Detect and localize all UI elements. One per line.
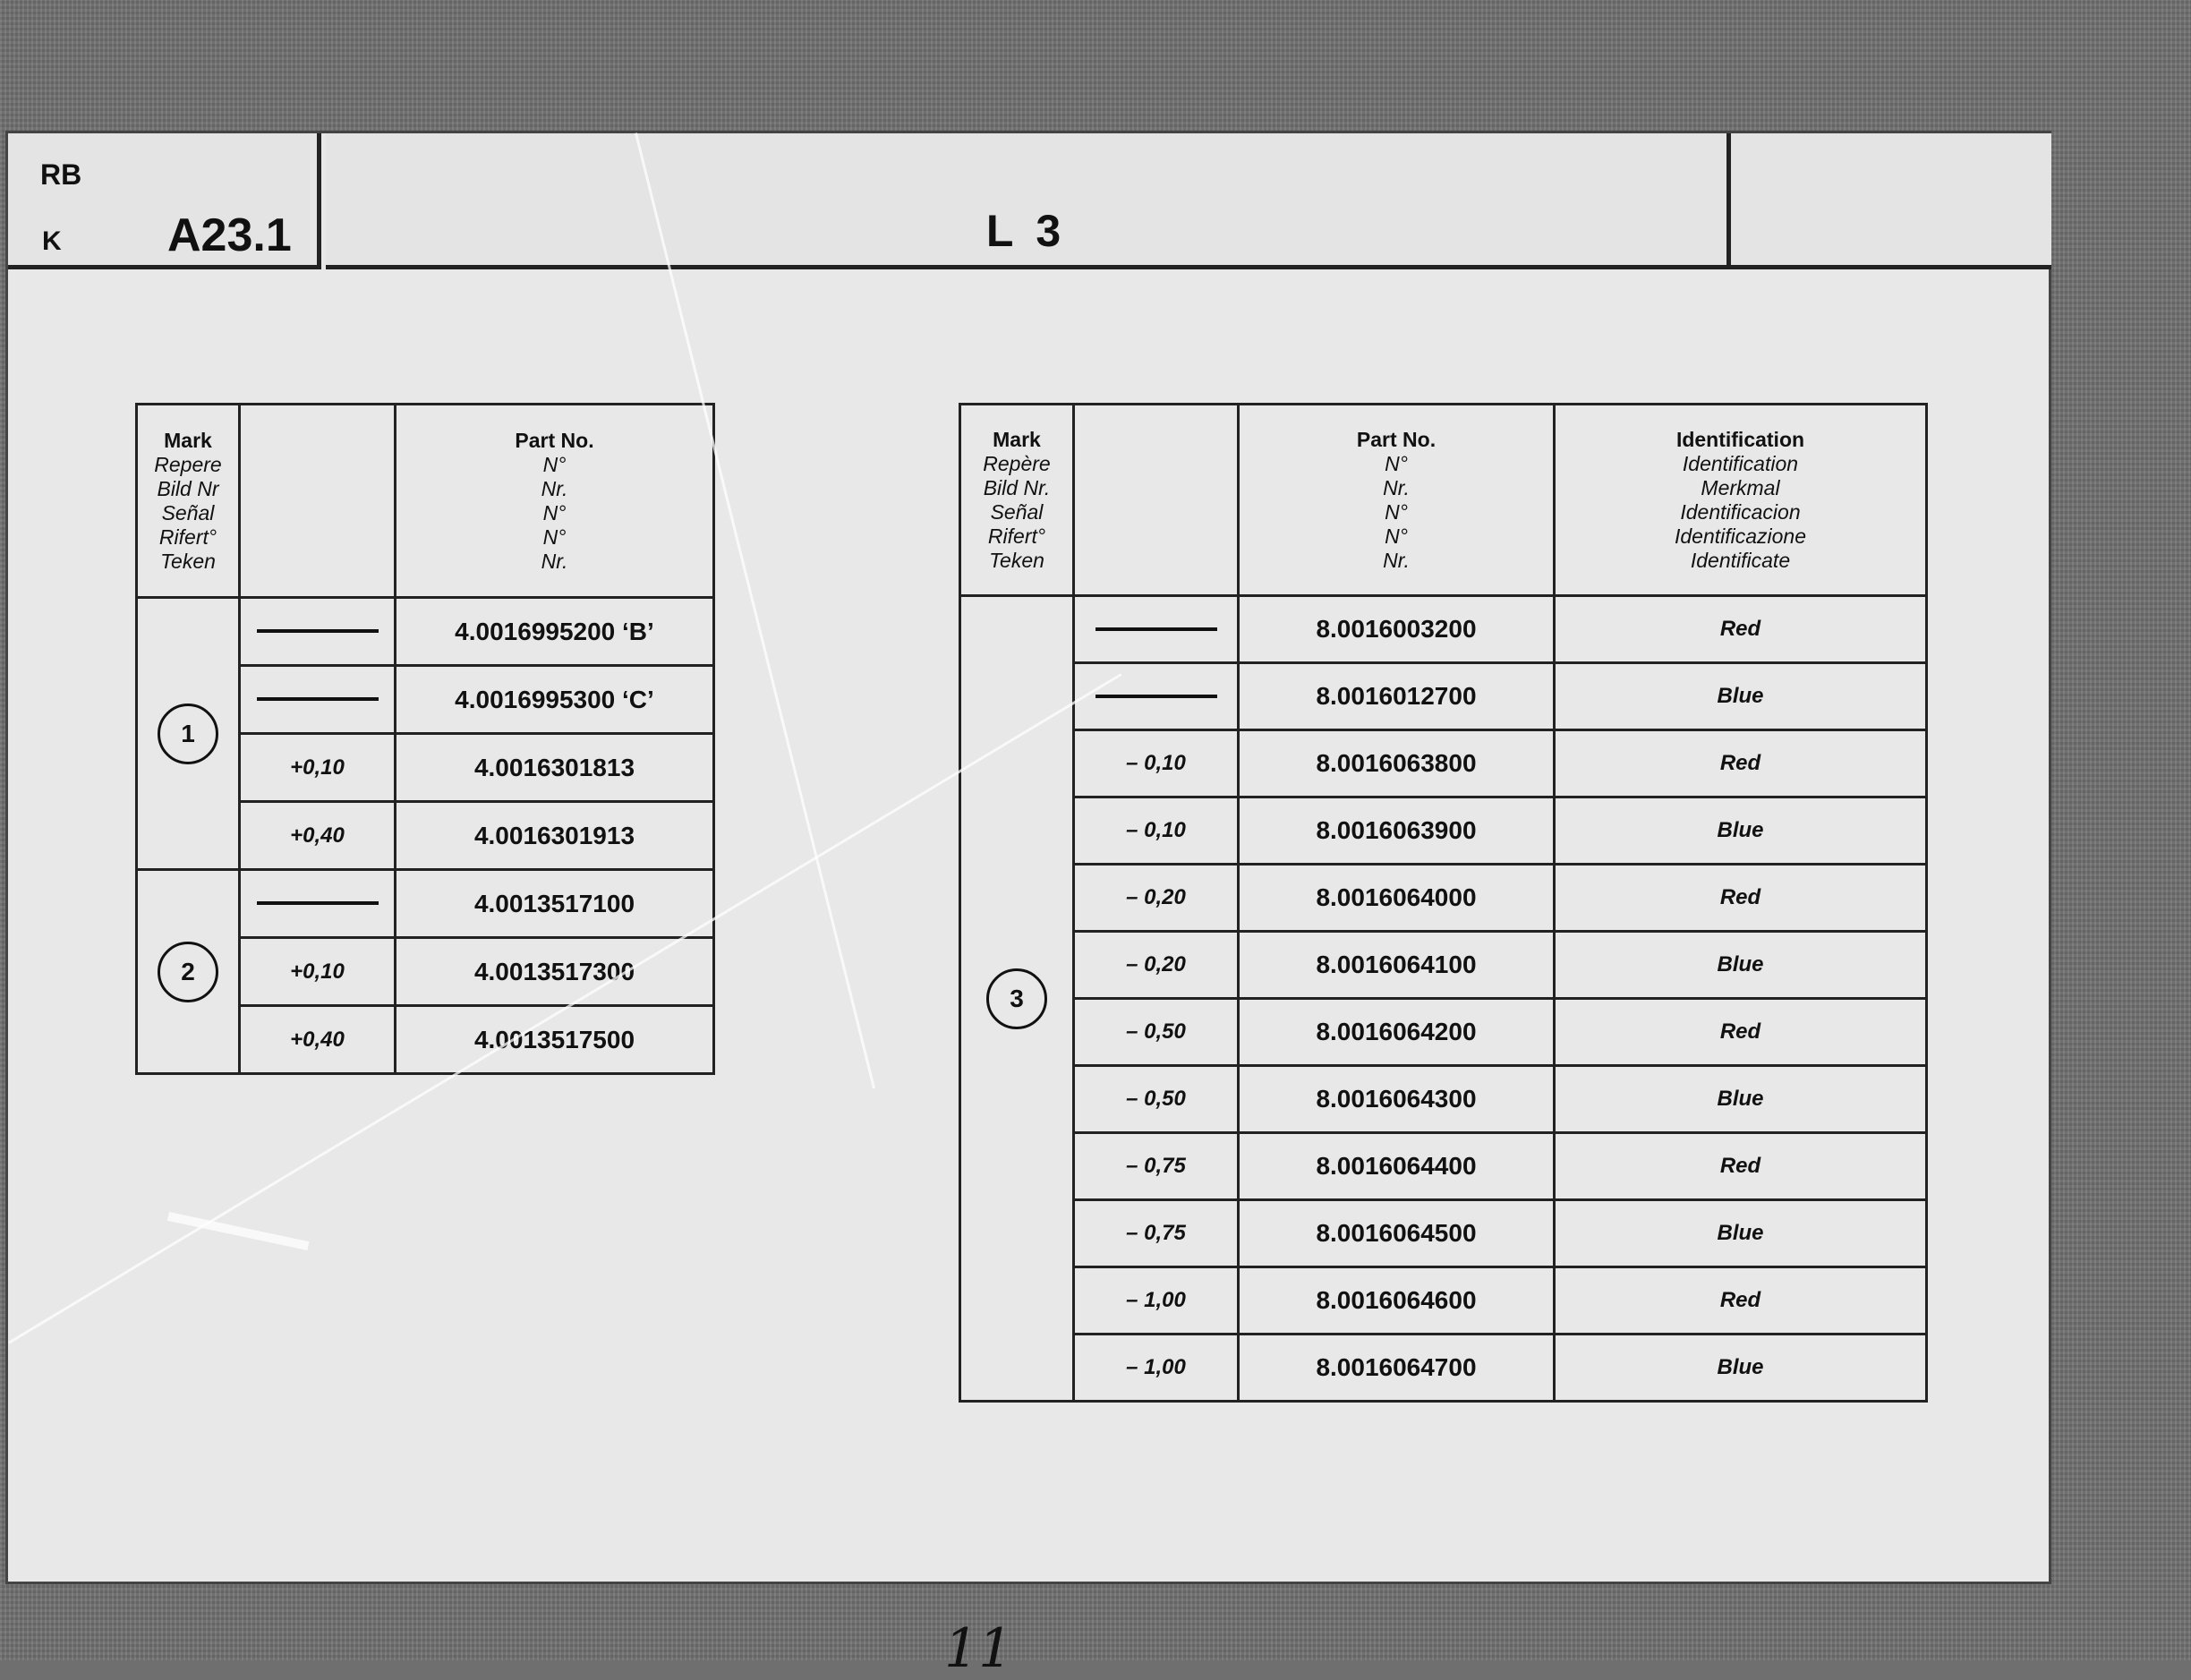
table-header-row bbox=[960, 405, 1927, 596]
table-row bbox=[960, 797, 1927, 865]
part-number: 4.0013517100 bbox=[396, 870, 714, 938]
adjust-value: +0,10 bbox=[240, 734, 396, 802]
part-number: 8.0016064600 bbox=[1239, 1267, 1555, 1335]
adjust-value: – 0,50 bbox=[1074, 999, 1239, 1066]
dash-line bbox=[257, 901, 379, 905]
table-row bbox=[960, 663, 1927, 730]
identification-color: Blue bbox=[1555, 1066, 1927, 1133]
adjust-value: – 0,10 bbox=[1074, 797, 1239, 865]
part-number: 8.0016064200 bbox=[1239, 999, 1555, 1066]
part-number: 4.0016301913 bbox=[396, 802, 714, 870]
adjust-value: – 0,10 bbox=[1074, 730, 1239, 797]
mark-circle: 2 bbox=[158, 942, 218, 1002]
mark-cell bbox=[137, 598, 240, 870]
part-number: 8.0016003200 bbox=[1239, 596, 1555, 663]
identification-color: Red bbox=[1555, 1133, 1927, 1200]
identification-header: Identification Identification Merkmal Identificacion Identificazione Identificate bbox=[1555, 405, 1927, 596]
section-code: A23.1 bbox=[167, 209, 292, 261]
adjust-cell bbox=[240, 870, 396, 938]
identification-color: Blue bbox=[1555, 797, 1927, 865]
part-number: 8.0016063800 bbox=[1239, 730, 1555, 797]
table-row bbox=[960, 1133, 1927, 1200]
table-row bbox=[960, 1200, 1927, 1267]
identification-color: Blue bbox=[1555, 1200, 1927, 1267]
rb-label: RB bbox=[40, 158, 82, 191]
dash-line bbox=[1096, 627, 1217, 631]
table-row bbox=[960, 932, 1927, 999]
part-number: 8.0016064000 bbox=[1239, 865, 1555, 932]
part-number: 8.0016064700 bbox=[1239, 1335, 1555, 1402]
adjust-value: – 1,00 bbox=[1074, 1267, 1239, 1335]
adjust-value: – 0,20 bbox=[1074, 932, 1239, 999]
dash-line bbox=[257, 697, 379, 701]
part-number: 8.0016064500 bbox=[1239, 1200, 1555, 1267]
k-label: K bbox=[42, 226, 62, 256]
page-number: 11 bbox=[944, 1617, 1013, 1680]
mark-header: Mark Repère Bild Nr. Señal Rifert° Teken bbox=[960, 405, 1074, 596]
adjust-value: – 0,75 bbox=[1074, 1200, 1239, 1267]
adjust-value: – 0,50 bbox=[1074, 1066, 1239, 1133]
identification-color: Blue bbox=[1555, 663, 1927, 730]
part-number: 8.0016064100 bbox=[1239, 932, 1555, 999]
part-number: 8.0016064300 bbox=[1239, 1066, 1555, 1133]
table-row bbox=[960, 730, 1927, 797]
table-row bbox=[960, 999, 1927, 1066]
table-row bbox=[960, 1066, 1927, 1133]
part-number: 4.0013517300 bbox=[396, 938, 714, 1006]
parts-card bbox=[5, 131, 2051, 1680]
part-no-header: Part No. N° Nr. N° N° Nr. bbox=[1239, 405, 1555, 596]
mark-cell bbox=[960, 596, 1074, 1402]
table-row bbox=[960, 1335, 1927, 1402]
parts-table-left bbox=[135, 403, 715, 1075]
identification-color: Blue bbox=[1555, 1335, 1927, 1402]
adjust-cell bbox=[1074, 596, 1239, 663]
adjust-header bbox=[1074, 405, 1239, 596]
part-number: 4.0016995200 ‘B’ bbox=[396, 598, 714, 666]
mark-circle: 3 bbox=[986, 968, 1047, 1029]
identification-color: Blue bbox=[1555, 932, 1927, 999]
table-row bbox=[137, 870, 714, 938]
table-row bbox=[960, 596, 1927, 663]
mark-cell bbox=[137, 870, 240, 1074]
adjust-value: – 1,00 bbox=[1074, 1335, 1239, 1402]
adjust-value: +0,40 bbox=[240, 1006, 396, 1074]
part-number: 8.0016063900 bbox=[1239, 797, 1555, 865]
adjust-header bbox=[240, 405, 396, 598]
adjust-value: +0,40 bbox=[240, 802, 396, 870]
table-row bbox=[960, 865, 1927, 932]
table-header-row bbox=[137, 405, 714, 598]
adjust-value: – 0,20 bbox=[1074, 865, 1239, 932]
adjust-cell bbox=[1074, 663, 1239, 730]
part-number: 4.0016301813 bbox=[396, 734, 714, 802]
mark-circle: 1 bbox=[158, 704, 218, 764]
identification-color: Red bbox=[1555, 730, 1927, 797]
part-number: 8.0016064400 bbox=[1239, 1133, 1555, 1200]
part-number: 4.0016995300 ‘C’ bbox=[396, 666, 714, 734]
identification-color: Red bbox=[1555, 1267, 1927, 1335]
table-row bbox=[960, 1267, 1927, 1335]
adjust-value: – 0,75 bbox=[1074, 1133, 1239, 1200]
identification-color: Red bbox=[1555, 865, 1927, 932]
part-number: 8.0016012700 bbox=[1239, 663, 1555, 730]
dash-line bbox=[1096, 695, 1217, 698]
identification-color: Red bbox=[1555, 596, 1927, 663]
adjust-cell bbox=[240, 666, 396, 734]
parts-table-right bbox=[959, 403, 1928, 1403]
adjust-cell bbox=[240, 598, 396, 666]
table-row bbox=[137, 598, 714, 666]
identification-color: Red bbox=[1555, 999, 1927, 1066]
adjust-value: +0,10 bbox=[240, 938, 396, 1006]
dash-line bbox=[257, 629, 379, 633]
header-title-box bbox=[326, 133, 1726, 269]
scratch-mark bbox=[167, 1212, 310, 1250]
part-number: 4.0013517500 bbox=[396, 1006, 714, 1074]
header-blank-box bbox=[1726, 133, 2051, 269]
page-title: L 3 bbox=[985, 206, 1067, 256]
part-no-header: Part No. N° Nr. N° N° Nr. bbox=[396, 405, 714, 598]
header-code-box bbox=[8, 133, 321, 269]
mark-header: Mark Repere Bild Nr Señal Rifert° Teken bbox=[137, 405, 240, 598]
